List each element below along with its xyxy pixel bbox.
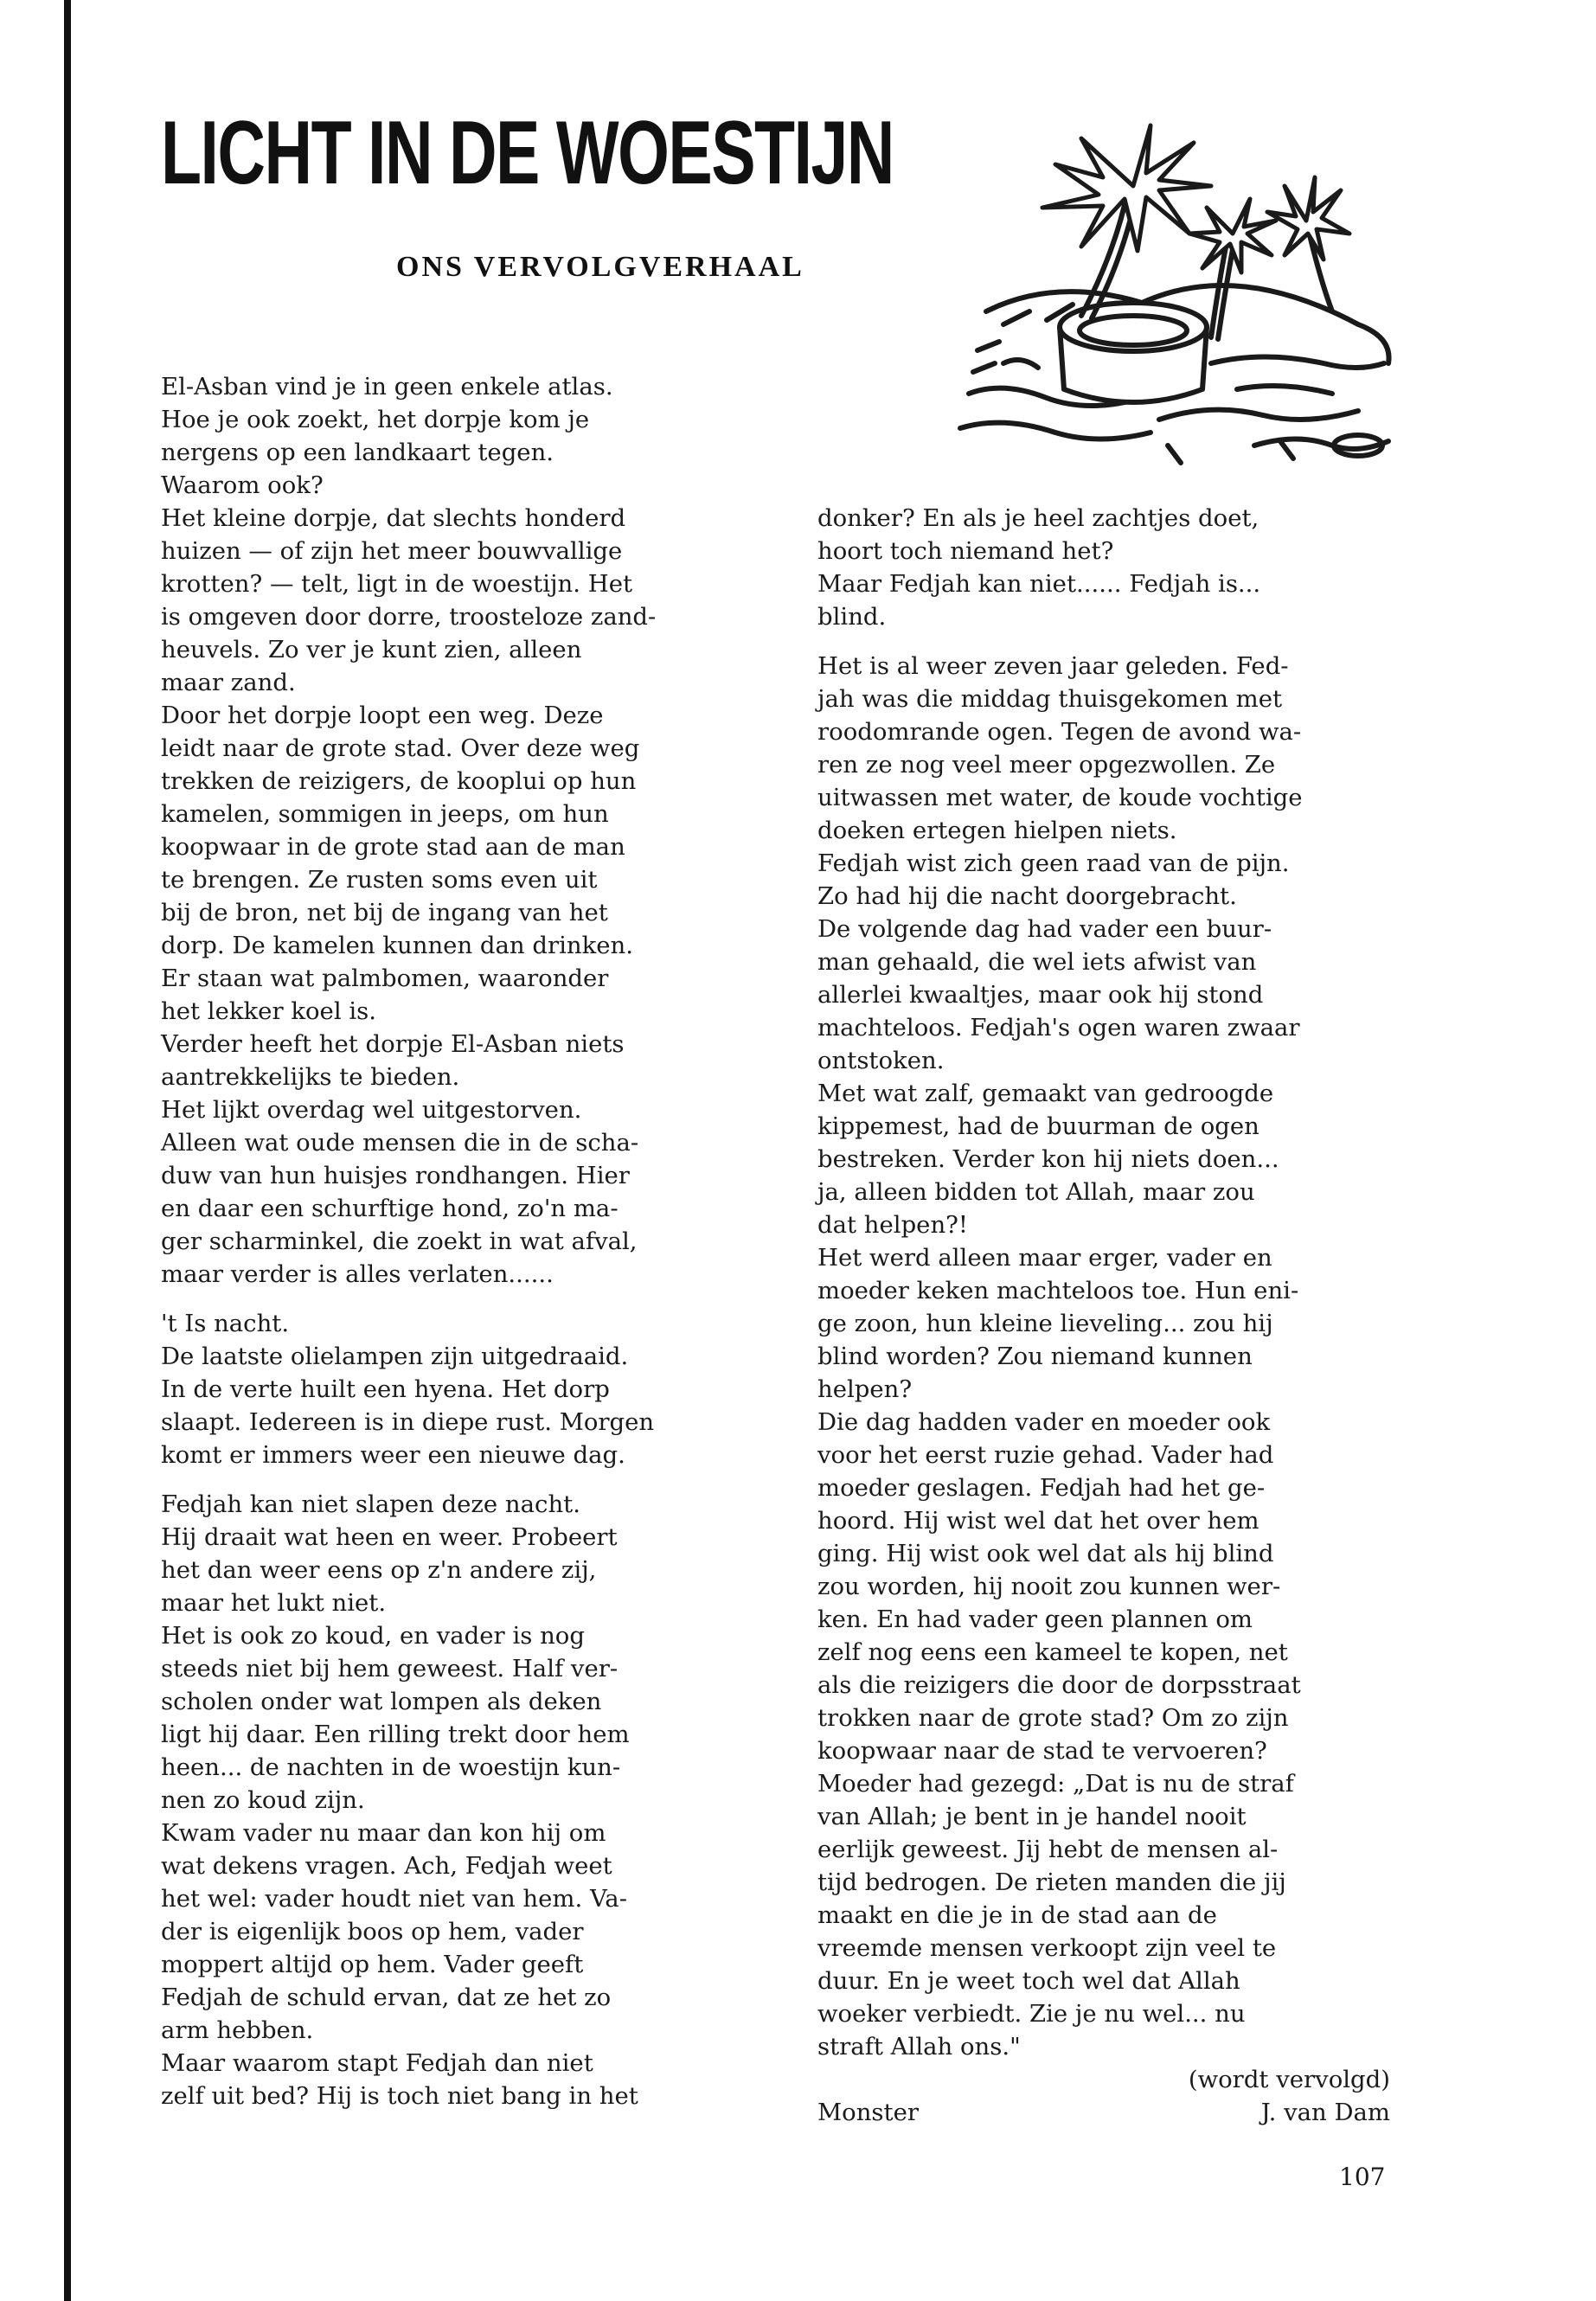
text-line: voor het eerst ruzie gehad. Vader had xyxy=(817,1441,1274,1469)
signature-row xyxy=(817,2096,1390,2129)
text-line: kamelen, sommigen in jeeps, om hun xyxy=(161,800,609,828)
text-line: Hij draait wat heen en weer. Probeert xyxy=(161,1523,618,1551)
text-line: ja, alleen bidden tot Allah, maar zou xyxy=(817,1178,1255,1206)
text-line: ger scharminkel, die zoekt in wat afval, xyxy=(161,1227,638,1255)
author-name: J. van Dam xyxy=(1260,2099,1390,2126)
text-line: Het is al weer zeven jaar geleden. Fed- xyxy=(817,652,1289,680)
text-line: Het lijkt overdag wel uitgestorven. xyxy=(161,1096,582,1124)
text-line: moppert altijd op hem. Vader geeft xyxy=(161,1951,584,1978)
text-line: scholen onder wat lompen als deken xyxy=(161,1688,602,1715)
text-line: duur. En je weet toch wel dat Allah xyxy=(817,1967,1240,1995)
text-line: Waarom ook? xyxy=(161,471,324,499)
text-line: 't Is nacht. xyxy=(161,1310,290,1337)
text-line: man gehaald, die wel iets afwist van xyxy=(817,948,1257,976)
text-line: Maar Fedjah kan niet...... Fedjah is... xyxy=(817,570,1261,598)
text-line: koopwaar naar de stad te vervoeren? xyxy=(817,1737,1267,1765)
text-line: krotten? — telt, ligt in de woestijn. Het xyxy=(161,570,633,598)
text-line: Moeder had gezegd: „Dat is nu de straf xyxy=(817,1770,1294,1798)
page-number: 107 xyxy=(1339,2163,1386,2191)
text-line: koopwaar in de grote stad aan de man xyxy=(161,833,625,861)
text-line: is omgeven door dorre, troosteloze zand- xyxy=(161,603,657,631)
text-line: bij de bron, net bij de ingang van het xyxy=(161,899,608,926)
text-line: nen zo koud zijn. xyxy=(161,1786,365,1814)
text-line: ken. En had vader geen plannen om xyxy=(817,1606,1253,1633)
text-line: ligt hij daar. Een rilling trekt door hem xyxy=(161,1721,630,1748)
text-line: Fedjah kan niet slapen deze nacht. xyxy=(161,1490,580,1518)
text-line: doeken ertegen hielpen niets. xyxy=(817,817,1177,844)
text-line: maar het lukt niet. xyxy=(161,1589,387,1617)
text-line: jah was die middag thuisgekomen met xyxy=(817,685,1283,713)
text-line: Door het dorpje loopt een weg. Deze xyxy=(161,702,604,729)
text-line: El-Asban vind je in geen enkele atlas. xyxy=(161,373,613,401)
text-line: komt er immers weer een nieuwe dag. xyxy=(161,1441,625,1469)
text-line: Hoe je ook zoekt, het dorpje kom je xyxy=(161,406,590,433)
text-line: Maar waarom stapt Fedjah dan niet xyxy=(161,2049,593,2077)
text-line: te brengen. Ze rusten soms even uit xyxy=(161,866,598,894)
paragraph-gap xyxy=(161,1471,734,1488)
text-line: moeder geslagen. Fedjah had het ge- xyxy=(817,1474,1266,1502)
text-line: heen... de nachten in de woestijn kun- xyxy=(161,1753,621,1781)
text-line: allerlei kwaaltjes, maar ook hij stond xyxy=(817,981,1264,1009)
text-line: Met wat zalf, gemaakt van gedroogde xyxy=(817,1080,1274,1107)
text-line: woeker verbiedt. Zie je nu wel... nu xyxy=(817,2000,1246,2028)
text-line: machteloos. Fedjah's ogen waren zwaar xyxy=(817,1014,1300,1042)
text-line: dat helpen?! xyxy=(817,1211,968,1239)
text-line: Die dag hadden vader en moeder ook xyxy=(817,1408,1271,1436)
text-line: wat dekens vragen. Ach, Fedjah weet xyxy=(161,1852,612,1880)
page-title: LICHT IN DE WOESTIJN xyxy=(161,103,894,203)
text-line: maar zand. xyxy=(161,669,296,696)
text-line: aantrekkelijks te bieden. xyxy=(161,1063,460,1091)
text-line: zelf nog eens een kameel te kopen, net xyxy=(817,1638,1288,1666)
text-line: Kwam vader nu maar dan kon hij om xyxy=(161,1819,606,1847)
text-line: roodomrande ogen. Tegen de avond wa- xyxy=(817,718,1302,746)
text-line: ontstoken. xyxy=(817,1047,945,1074)
text-line: blind worden? Zou niemand kunnen xyxy=(817,1343,1253,1370)
text-line: Fedjah wist zich geen raad van de pijn. xyxy=(817,849,1290,877)
text-line: Er staan wat palmbomen, waaronder xyxy=(161,965,609,992)
desert-oasis-well-palms-icon xyxy=(952,104,1401,476)
text-line: huizen — of zijn het meer bouwvallige xyxy=(161,537,623,565)
text-line: donker? En als je heel zachtjes doet, xyxy=(817,504,1259,532)
paragraph-gap xyxy=(817,633,1390,650)
text-line: steeds niet bij hem geweest. Half ver- xyxy=(161,1655,619,1682)
text-line: hoord. Hij wist wel dat het over hem xyxy=(817,1507,1259,1535)
text-line: ren ze nog veel meer opgezwollen. Ze xyxy=(817,751,1276,779)
text-line: straft Allah ons." xyxy=(817,2033,1021,2061)
continued-note: (wordt vervolgd) xyxy=(1188,2066,1390,2093)
text-line: vreemde mensen verkoopt zijn veel te xyxy=(817,1934,1277,1962)
text-line: heuvels. Zo ver je kunt zien, alleen xyxy=(161,636,582,663)
text-line: kippemest, had de buurman de ogen xyxy=(817,1112,1259,1140)
text-line: Alleen wat oude mensen die in de scha- xyxy=(161,1129,639,1157)
text-line: eerlijk geweest. Jij hebt de mensen al- xyxy=(817,1836,1279,1863)
author-location: Monster xyxy=(817,2099,920,2126)
paragraph-gap xyxy=(161,1291,734,1307)
text-line: van Allah; je bent in je handel nooit xyxy=(817,1803,1247,1830)
text-line: der is eigenlijk boos op hem, vader xyxy=(161,1918,584,1945)
text-line: blind. xyxy=(817,603,887,631)
text-line: Het werd alleen maar erger, vader en xyxy=(817,1244,1272,1272)
text-line: helpen? xyxy=(817,1375,913,1403)
text-line: hoort toch niemand het? xyxy=(817,537,1114,565)
text-line: als die reizigers die door de dorpsstraat xyxy=(817,1671,1301,1699)
text-line: Het kleine dorpje, dat slechts honderd xyxy=(161,504,626,532)
text-line: maar verder is alles verlaten...... xyxy=(161,1260,554,1288)
left-text-column xyxy=(161,370,734,2112)
text-line: en daar een schurftige hond, zo'n ma- xyxy=(161,1195,619,1222)
text-line: maakt en die je in de stad aan de xyxy=(817,1901,1217,1929)
text-line: ge zoon, hun kleine lieveling... zou hij xyxy=(817,1310,1273,1337)
text-line: zelf uit bed? Hij is toch niet bang in het xyxy=(161,2082,638,2110)
text-line: arm hebben. xyxy=(161,2016,314,2044)
text-line: het wel: vader houdt niet van hem. Va- xyxy=(161,1885,627,1913)
text-line: ging. Hij wist ook wel dat als hij blind xyxy=(817,1540,1274,1567)
text-line: tijd bedrogen. De rieten manden die jij xyxy=(817,1868,1286,1896)
text-line: Verder heeft het dorpje El-Asban niets xyxy=(161,1030,625,1058)
page-edge-rule xyxy=(64,0,71,2301)
text-line: duw van hun huisjes rondhangen. Hier xyxy=(161,1162,630,1189)
text-line: trokken naar de grote stad? Om zo zijn xyxy=(817,1704,1289,1732)
text-line: Fedjah de schuld ervan, dat ze het zo xyxy=(161,1984,612,2011)
text-line: De laatste olielampen zijn uitgedraaid. xyxy=(161,1343,629,1370)
text-line: trekken de reizigers, de kooplui op hun xyxy=(161,767,637,795)
text-line: uitwassen met water, de koude vochtige xyxy=(817,784,1303,811)
text-line: het dan weer eens op z'n andere zij, xyxy=(161,1556,597,1584)
text-line: Zo had hij die nacht doorgebracht. xyxy=(817,882,1237,910)
text-line: In de verte huilt een hyena. Het dorp xyxy=(161,1375,610,1403)
text-line: De volgende dag had vader een buur- xyxy=(817,915,1272,943)
text-line: nergens op een landkaart tegen. xyxy=(161,439,554,466)
right-text-column xyxy=(817,502,1390,2129)
text-line: bestreken. Verder kon hij niets doen... xyxy=(817,1145,1279,1173)
text-line: leidt naar de grote stad. Over deze weg xyxy=(161,734,640,762)
text-line: slaapt. Iedereen is in diepe rust. Morgen xyxy=(161,1408,655,1436)
text-line: moeder keken machteloos toe. Hun eni- xyxy=(817,1277,1299,1304)
text-line: Het is ook zo koud, en vader is nog xyxy=(161,1622,585,1650)
page-subtitle: ONS VERVOLGVERHAAL xyxy=(396,251,804,283)
text-line: dorp. De kamelen kunnen dan drinken. xyxy=(161,932,634,959)
text-line: zou worden, hij nooit zou kunnen wer- xyxy=(817,1573,1281,1600)
text-line: het lekker koel is. xyxy=(161,997,377,1025)
